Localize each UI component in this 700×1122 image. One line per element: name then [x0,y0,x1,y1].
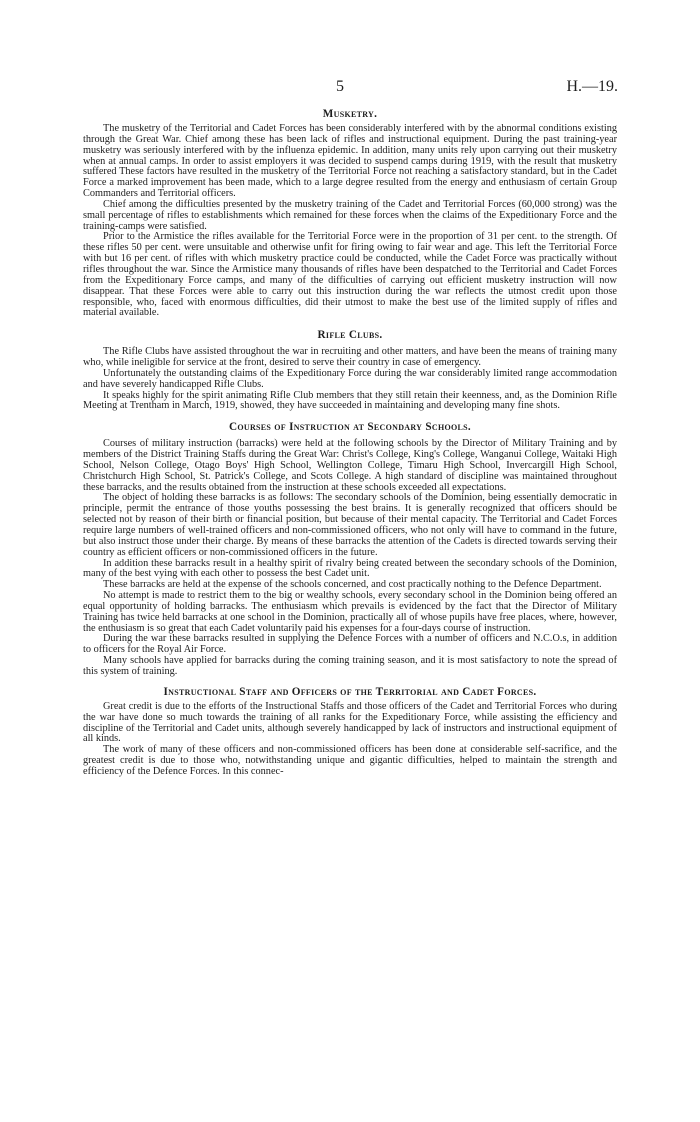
section-heading: Rifle Clubs. [317,329,383,342]
section-musketry [83,108,617,319]
section-heading: Instructional Staff and Officers of the Territorial and Cadet Forces. [163,685,537,698]
paragraph: Chief among the difficulties presented by the musketry training of the Cadet and Territorial Forces (60,000 strong) was the small percentage of rifles to establishments which remained for these forces when the claims of the Expeditionary Force and the training-camps were satisfied. [83,198,617,232]
paragraph: The work of many of these officers and non-commissioned officers has been done at considerable self-sacrifice, and the greatest credit is due to those who, notwithstanding unique and gigantic difficulties, helped to maintain the strength and efficiency of the Defence Forces. In this connec- [83,744,617,777]
paragraph: These barracks are held at the expense of the schools concerned, and cost practically nothing to the Defence Department. [103,579,602,591]
paragraph: Great credit is due to the efforts of the Instructional Staffs and those officers of the Cadet and Territorial Forces who during the war have done so much towards the training of all ranks for the Expeditionary Force, while assisting the efficiency and discipline of the Territorial and Cadet units, although severely handicapped by lack of instructors and instructional equipment of all kinds. [83,700,617,745]
document-code: H.—19. [566,78,618,95]
paragraph: The Rifle Clubs have assisted throughout the war in recruiting and other matters, and have been the means of training many who, while ineligible for service at the front, desired to serve their country in case of emergency. [83,346,617,369]
section-heading: Courses of Instruction at Secondary Schools. [228,421,471,434]
paragraph: Unfortunately the outstanding claims of the Expeditionary Force during the war considerably limited range accommodation and have severely handicapped Rifle Clubs. [83,367,617,390]
paragraph: No attempt is made to restrict them to the big or wealthy schools, every secondary school in the Dominion being offered an equal opportunity of holding barracks. The enthusiasm which prevails is evidenced by the fact that the Director of Military Training has twice held barracks at one school in the Dominion, practically all of whose pupils have free places, where, however, the enthusiasm is so great that each Cadet voluntarily paid his expenses for a four-days course of instruction. [83,590,617,634]
paragraph: In addition these barracks result in a healthy spirit of rivalry being created between the secondary schools of the Dominion, many of the best vying with each other to possess the best Cadet unit. [83,557,617,580]
paragraph: It speaks highly for the spirit animating Rifle Club members that they still retain their keenness, and, as the Dominion Rifle Meeting at Trentham in March, 1919, showed, they have succeeded in maintaining and developing many fine shots. [83,389,617,412]
paragraph: Prior to the Armistice the rifles available for the Territorial Force were in the proportion of 31 per cent. to the strength. Of these rifles 50 per cent. were unsuitable and otherwise unfit for firing owing to fair wear and age. This left the Territorial Force with but 16 per cent. of rifles with which musketry practice could be conducted, while the Cadet Force was practically without rifles throughout the war. Since the Armistice many thousands of rifles have been despatched to the Territorial and Cadet Forces from the Expeditionary Force camps, and many of the difficulties of carrying out efficient musketry instruction will now disappear. That these Forces were able to carry out this instruction during the war reflects the utmost credit upon those responsible, who, faced with enormous difficulties, did their utmost to make the best use of the limited supply of rifles and material available. [83,231,617,319]
page-number: 5 [336,78,344,95]
section-secondary-schools [83,421,617,678]
section-instructional-staff [83,686,617,778]
paragraph: Many schools have applied for barracks during the coming training season, and it is most satisfactory to note the spread of this system of training. [83,655,617,677]
paragraph: Courses of military instruction (barracks) were held at the following schools by the Director of Military Training and by members of the District Training Staffs during the Great War: Christ's College, King's College, Wanganui College, Waitaki High School, Nelson College, Otago Boys' High School, Wellington College, Timaru High School, Invercargill High School, Christchurch High School, St. Patrick's College, and Scots College. A high standard of discipline was maintained throughout these barracks, and the results obtained from the instruction at these schools exceeded all expectations. [83,438,617,493]
section-heading: Musketry. [322,108,378,120]
paragraph: The musketry of the Territorial and Cadet Forces has been considerably interfered with by the abnormal conditions existing through the Great War. Chief among these has been lack of rifles and instructional equipment. During the past training-year musketry was seriously interfered with by the influenza epidemic. In addition, many units rely upon carrying out their musketry when at annual camps. In order to assist employers it was decided to suspend camps during 1919, with the result that musketry suffered These factors have resulted in the musketry of the Territorial Force not reaching a satisfactory standard, but in the Cadet Force a marked improvement has been made, which to a large degree resulted from the energy and enthusiasm of certain Group Commanders and Territorial officers. [83,123,617,200]
paragraph: During the war these barracks resulted in supplying the Defence Forces with a number of officers and N.C.O.s, in addition to officers for the Royal Air Force. [83,633,617,656]
paragraph: The object of holding these barracks is as follows: The secondary schools of the Dominion, being essentially democratic in principle, permit the entrance of those youths possessing the best brains. It is generally recognized that officers should be selected not by reason of their birth or financial position, but because of their mental capacity. The Territorial and Cadet Forces require large numbers of well-trained officers and non-commissioned officers, who not only will have to command in the future, but also instruct those under their charge. By means of these barracks the attention of the Cadets is directed towards serving their country as efficient officers or non-commissioned officers in the future. [83,492,617,558]
section-rifle-clubs [83,329,617,412]
